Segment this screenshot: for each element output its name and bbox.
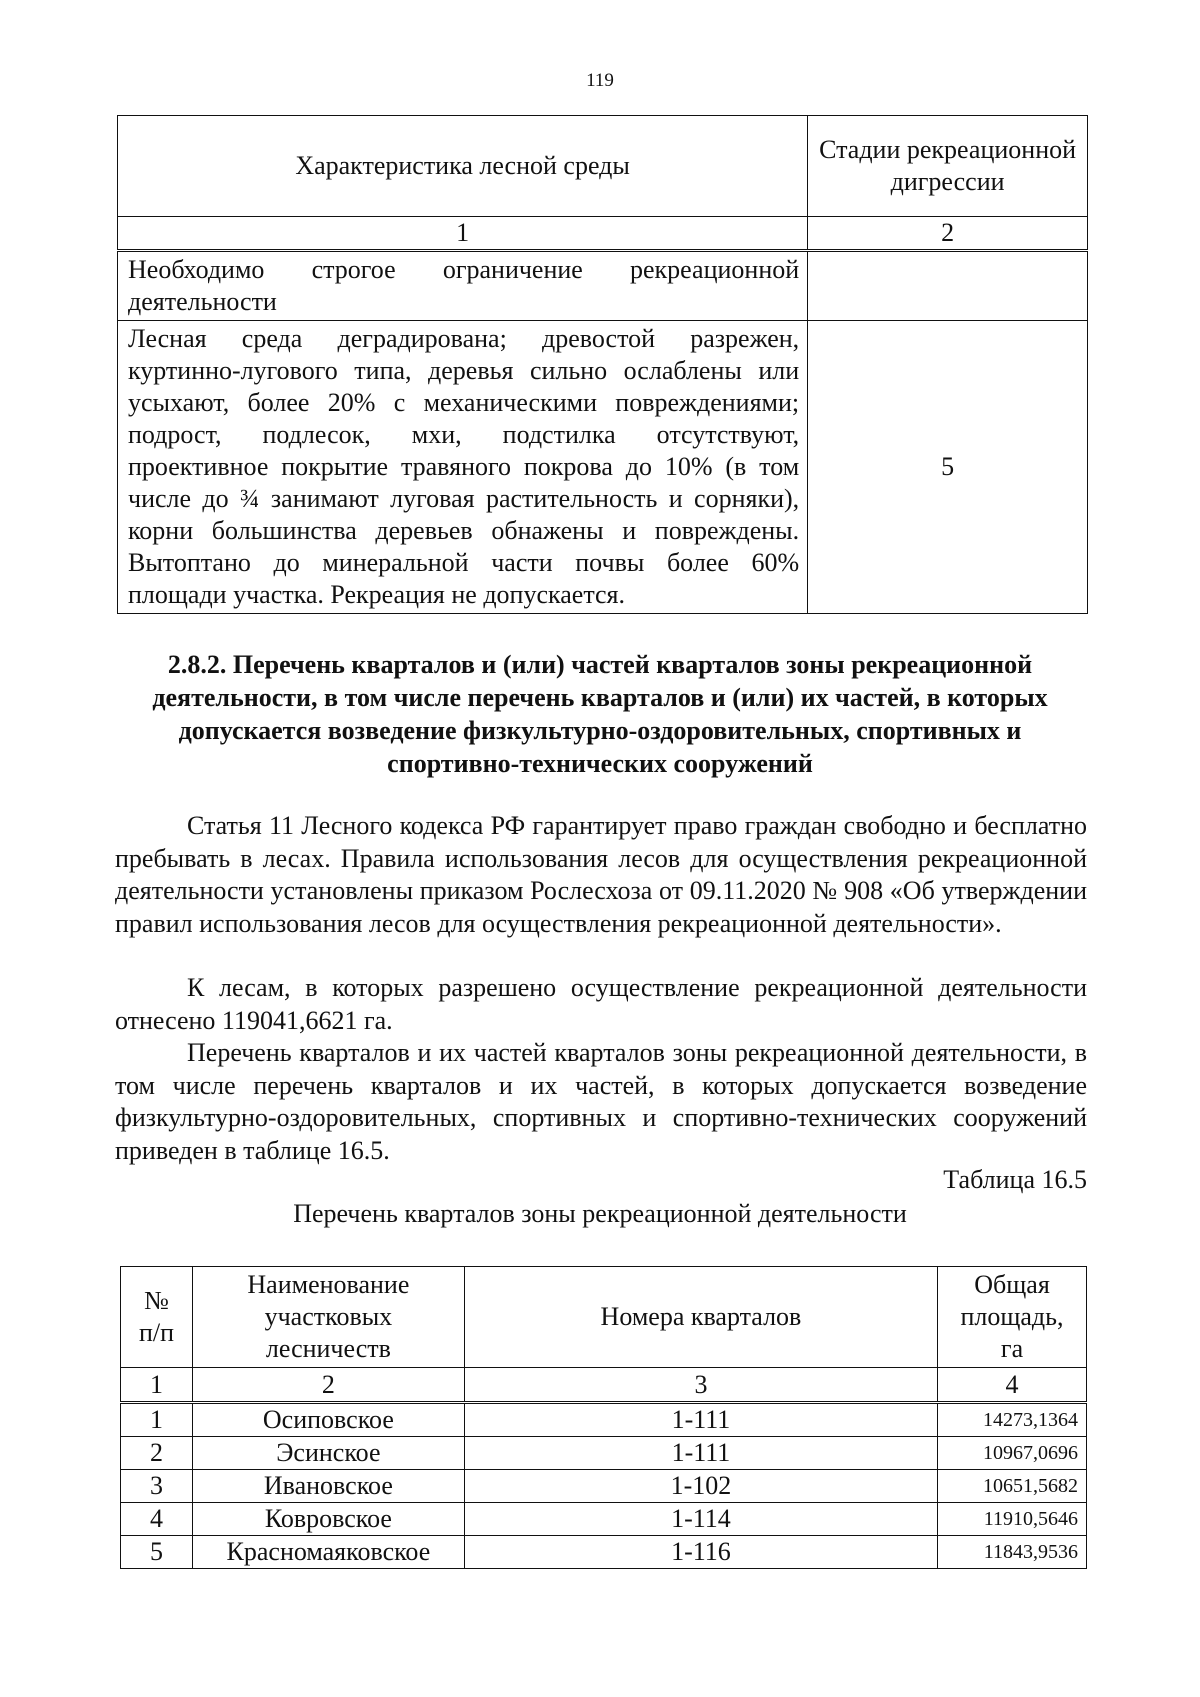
row-number: 5 [121, 1536, 193, 1569]
forestry-name: Красномаяковское [192, 1536, 464, 1569]
row-number: 3 [121, 1470, 193, 1503]
table-caption: Перечень кварталов зоны рекреационной деятельности [293, 1199, 907, 1228]
paragraph [115, 972, 1087, 1037]
header-forestry-name: Наименование участковых лесничеств [192, 1267, 464, 1368]
stage-value: 5 [808, 321, 1088, 614]
table-row [121, 1470, 1087, 1503]
row-number: 1 [121, 1403, 193, 1437]
total-area: 11843,9536 [938, 1536, 1087, 1569]
total-area: 10967,0696 [938, 1437, 1087, 1470]
characteristic-text: Лесная среда деградирована; древостой разрежен, куртинно-лугового типа, деревья сильно ослаблены или усыхают, более 20% с механическими повреждениями; подрост, подлесок, мхи, подстилка отсутствуют, проективное покрытие травяного покрова до 10% (в том числе до ¾ занимают луговая растительность и сорняки), корни большинства деревьев обнажены и повреждены. Вытоптано до минеральной части почвы более 60% площади участка. Рекреация не допускается. [118, 321, 808, 614]
header-number: № п/п [121, 1267, 193, 1368]
quarter-range: 1-111 [464, 1403, 937, 1437]
paragraph [115, 810, 1087, 940]
table-row [118, 321, 1088, 614]
paragraph-text: Статья 11 Лесного кодекса РФ гарантирует право граждан свободно и бесплатно пребывать в лесах. Правила использования лесов для осуществления рекреационной деятельности установлены приказом Рослесхоза от 09.11.2020 № 908 «Об утверждении правил использования лесов для осуществления рекреационной деятельности». [115, 811, 1087, 938]
forestry-name: Ковровское [192, 1503, 464, 1536]
total-area: 11910,5646 [938, 1503, 1087, 1536]
table-row [121, 1437, 1087, 1470]
forest-characteristics-table [117, 115, 1088, 614]
header-stages: Стадии рекреационной дигрессии [808, 116, 1088, 217]
quarter-range: 1-111 [464, 1437, 937, 1470]
column-number: 1 [118, 217, 808, 251]
recreation-quarters-table [120, 1266, 1087, 1569]
forestry-name: Осиповское [192, 1403, 464, 1437]
stage-value [808, 251, 1088, 321]
paragraph-text: К лесам, в которых разрешено осуществление рекреационной деятельности отнесено 119041,6621 га. [115, 973, 1087, 1035]
column-number-row [121, 1368, 1087, 1403]
paragraph-text: Перечень кварталов и их частей кварталов зоны рекреационной деятельности, в том числе перечень кварталов и их частей, в которых допускается возведение физкультурно-оздоровительных, спортивных и спортивно-технических сооружений приведен в таблице 16.5. [115, 1038, 1087, 1165]
paragraph [115, 1037, 1087, 1167]
header-area: Общая площадь, га [938, 1267, 1087, 1368]
column-number: 2 [192, 1368, 464, 1403]
quarter-range: 1-102 [464, 1470, 937, 1503]
table-row [118, 251, 1088, 321]
forestry-name: Эсинское [192, 1437, 464, 1470]
total-area: 14273,1364 [938, 1403, 1087, 1437]
quarter-range: 1-116 [464, 1536, 937, 1569]
column-number: 2 [808, 217, 1088, 251]
table-label: Таблица 16.5 [943, 1165, 1087, 1194]
table-row [121, 1536, 1087, 1569]
characteristic-text: Необходимо строгое ограничение рекреационной деятельности [118, 251, 808, 321]
header-quarters: Номера кварталов [464, 1267, 937, 1368]
table-row [121, 1403, 1087, 1437]
column-number-row [118, 217, 1088, 251]
quarter-range: 1-114 [464, 1503, 937, 1536]
page-number: 119 [586, 70, 614, 91]
column-number: 1 [121, 1368, 193, 1403]
row-number: 2 [121, 1437, 193, 1470]
column-number: 3 [464, 1368, 937, 1403]
column-number: 4 [938, 1368, 1087, 1403]
forestry-name: Ивановское [192, 1470, 464, 1503]
row-number: 4 [121, 1503, 193, 1536]
table-header-row [121, 1267, 1087, 1368]
total-area: 10651,5682 [938, 1470, 1087, 1503]
section-heading: 2.8.2. Перечень кварталов и (или) частей кварталов зоны рекреационной деятельности, в том числе перечень кварталов и (или) их частей, в которых допускается возведение физкультурно-оздоровительных, спортивных и спортивно-технических сооружений [152, 650, 1048, 778]
table-row [121, 1503, 1087, 1536]
table-header-row [118, 116, 1088, 217]
header-characteristic: Характеристика лесной среды [118, 116, 808, 217]
